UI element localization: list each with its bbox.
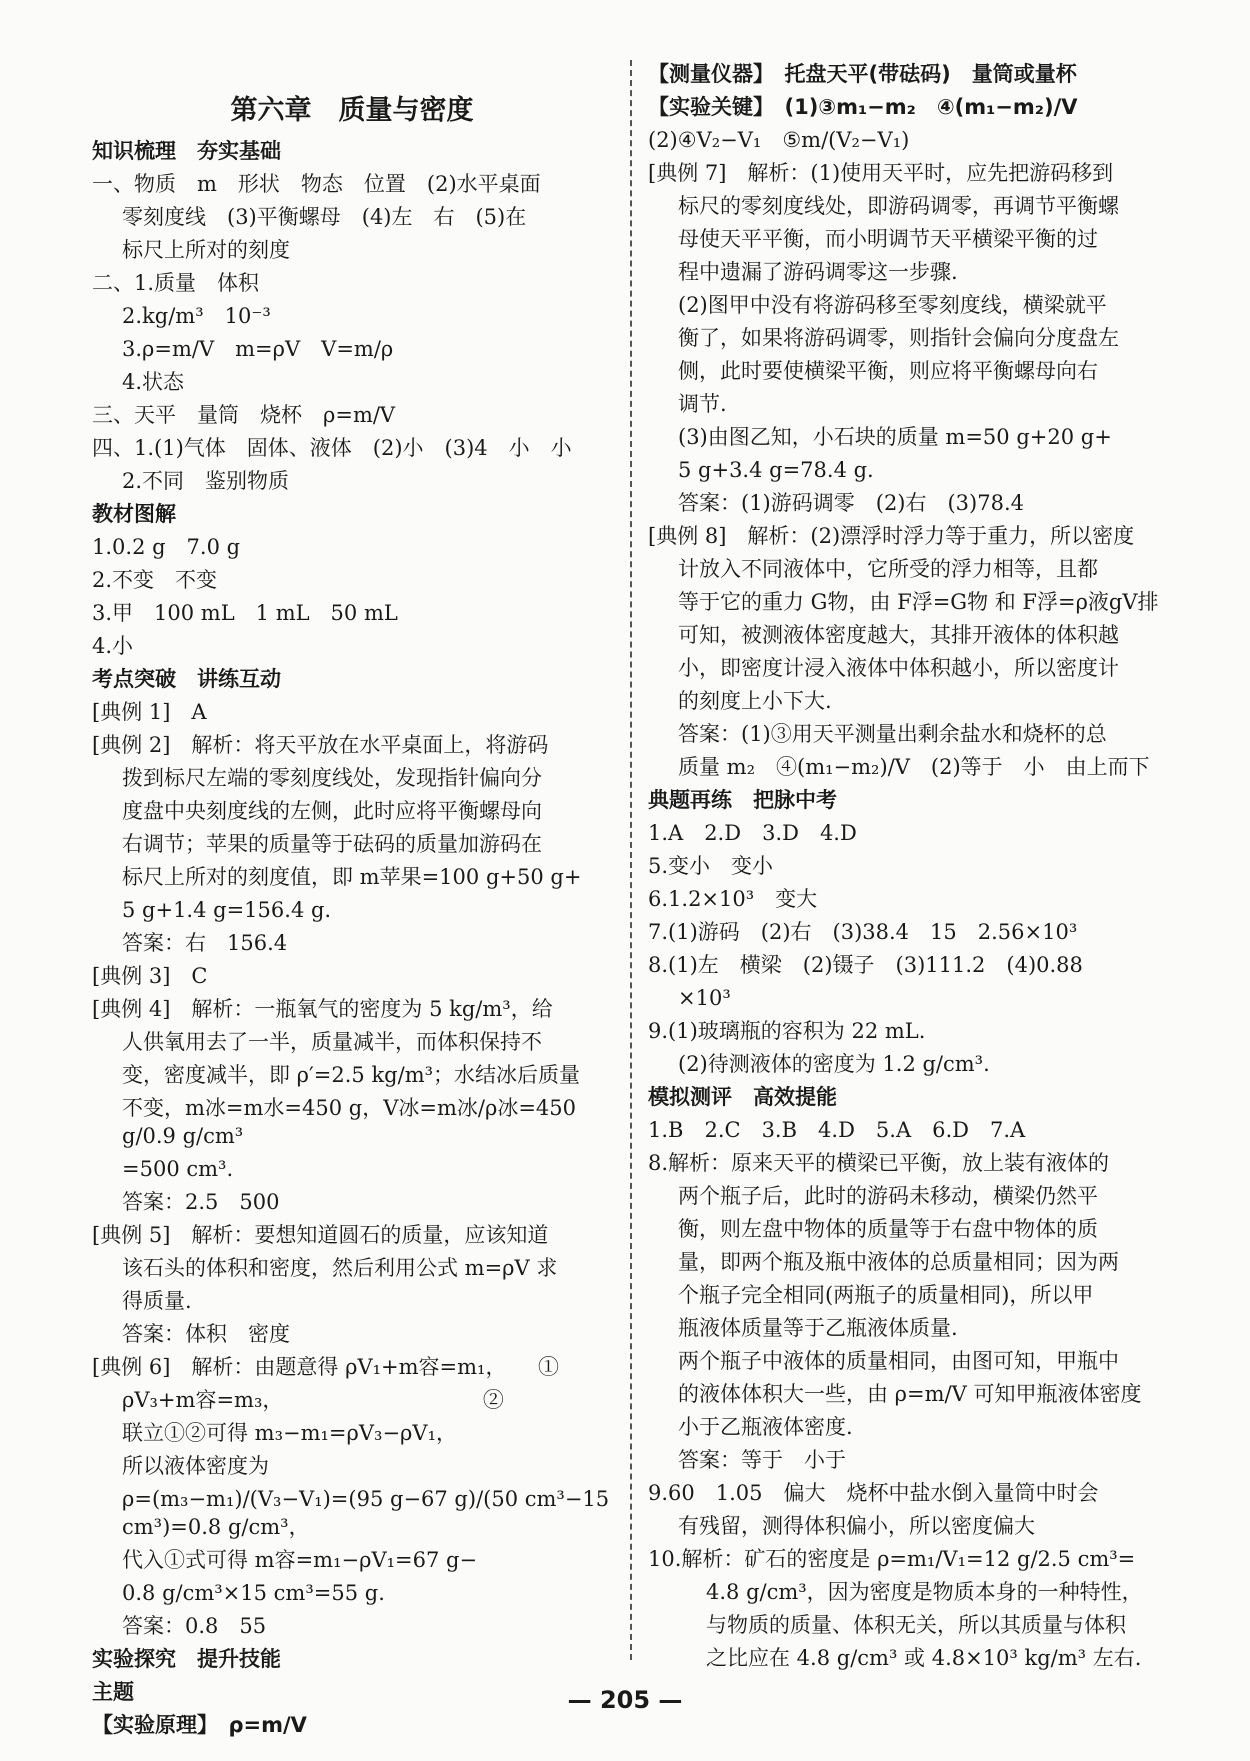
text-line: 4.小 bbox=[92, 634, 134, 658]
left-lines bbox=[92, 137, 616, 1739]
text-line: 5 g+3.4 g=78.4 g. bbox=[678, 458, 874, 482]
text-line: 【实验原理】 ρ=m/V bbox=[92, 1713, 307, 1737]
text-line: 小，即密度计浸入液体中体积越小，所以密度计 bbox=[678, 656, 1119, 680]
text-line: 之比应在 4.8 g/cm³ 或 4.8×10³ kg/m³ 左右. bbox=[706, 1646, 1142, 1670]
text-line: 调节. bbox=[678, 392, 727, 416]
section-heading: 考点突破 讲练互动 bbox=[92, 667, 281, 691]
left-column bbox=[92, 60, 616, 1744]
column-divider bbox=[630, 60, 632, 1660]
text-line: 三、天平 量筒 烧杯 ρ=m/V bbox=[92, 403, 396, 427]
text-line: ρV₃+m容=m₃， ② bbox=[122, 1388, 504, 1412]
text-line: [典例 4] 解析：一瓶氧气的密度为 5 kg/m³，给 bbox=[92, 997, 553, 1021]
text-line: 瓶液体质量等于乙瓶液体质量. bbox=[678, 1316, 958, 1340]
text-line: 计放入不同液体中，它所受的浮力相等，且都 bbox=[678, 557, 1098, 581]
text-line: [典例 2] 解析：将天平放在水平桌面上，将游码 bbox=[92, 733, 549, 757]
text-line: 联立①②可得 m₃−m₁=ρV₃−ρV₁， bbox=[122, 1421, 457, 1445]
right-column bbox=[648, 60, 1168, 1677]
text-line: 9.60 1.05 偏大 烧杯中盐水倒入量筒中时会 bbox=[648, 1481, 1099, 1505]
page-number: — 205 — bbox=[567, 1686, 683, 1714]
text-line: 拨到标尺左端的零刻度线处，发现指针偏向分 bbox=[122, 766, 542, 790]
text-line: 衡了，如果将游码调零，则指针会偏向分度盘左 bbox=[678, 326, 1119, 350]
text-line: 3.甲 100 mL 1 mL 50 mL bbox=[92, 601, 398, 625]
text-line: 的液体体积大一些，由 ρ=m/V 可知甲瓶液体密度 bbox=[678, 1382, 1142, 1406]
text-line: 10.解析：矿石的密度是 ρ=m₁/V₁=12 g/2.5 cm³= bbox=[648, 1547, 1136, 1571]
text-line: 8.解析：原来天平的横梁已平衡，放上装有液体的 bbox=[648, 1151, 1110, 1175]
text-line: [典例 1] A bbox=[92, 700, 207, 724]
text-line: 该石头的体积和密度，然后利用公式 m=ρV 求 bbox=[122, 1256, 558, 1280]
text-line: (3)由图乙知，小石块的质量 m=50 g+20 g+ bbox=[678, 425, 1112, 449]
right-lines bbox=[648, 60, 1168, 1672]
text-line: 0.8 g/cm³×15 cm³=55 g. bbox=[122, 1581, 385, 1605]
text-line: 2.不同 鉴别物质 bbox=[122, 469, 290, 493]
section-heading: 模拟测评 高效提能 bbox=[648, 1085, 837, 1109]
text-line: 2.不变 不变 bbox=[92, 568, 218, 592]
text-line: 标尺的零刻度线处，即游码调零，再调节平衡螺 bbox=[678, 194, 1119, 218]
text-line: 4.状态 bbox=[122, 370, 185, 394]
text-line: 不变，m冰=m水=450 g，V冰=m冰/ρ冰=450 g/0.9 g/cm³ bbox=[122, 1096, 583, 1148]
text-line: 两个瓶子后，此时的游码未移动，横梁仍然平 bbox=[678, 1184, 1098, 1208]
text-line: 变，密度减半，即 ρ′=2.5 kg/m³；水结冰后质量 bbox=[122, 1063, 581, 1087]
text-line: [典例 8] 解析：(2)漂浮时浮力等于重力，所以密度 bbox=[648, 524, 1135, 548]
text-line: (2)④V₂−V₁ ⑤m/(V₂−V₁) bbox=[648, 128, 910, 152]
text-line: 答案：0.8 55 bbox=[122, 1614, 267, 1638]
text-line: 程中遗漏了游码调零这一步骤. bbox=[678, 260, 958, 284]
text-line: 的刻度上小下大. bbox=[678, 689, 832, 713]
text-line: 与物质的质量、体积无关，所以其质量与体积 bbox=[706, 1613, 1126, 1637]
text-line: 答案：(1)游码调零 (2)右 (3)78.4 bbox=[678, 491, 1024, 515]
text-line: 1.0.2 g 7.0 g bbox=[92, 535, 241, 559]
text-line: 答案：2.5 500 bbox=[122, 1190, 280, 1214]
text-line: 5 g+1.4 g=156.4 g. bbox=[122, 898, 332, 922]
text-line: =500 cm³. bbox=[122, 1157, 234, 1181]
text-line: 答案：右 156.4 bbox=[122, 931, 288, 955]
text-line: [典例 7] 解析：(1)使用天平时，应先把游码移到 bbox=[648, 161, 1114, 185]
section-heading: 知识梳理 夯实基础 bbox=[92, 139, 281, 163]
chapter-title: 第六章 质量与密度 bbox=[230, 95, 474, 126]
text-line: 二、1.质量 体积 bbox=[92, 271, 260, 295]
text-line: 度盘中央刻度线的左侧，此时应将平衡螺母向 bbox=[122, 799, 542, 823]
text-line: 右调节；苹果的质量等于砝码的质量加游码在 bbox=[122, 832, 542, 856]
text-line: 代入①式可得 m容=m₁−ρV₁=67 g− bbox=[122, 1548, 478, 1572]
text-line: [典例 5] 解析：要想知道圆石的质量，应该知道 bbox=[92, 1223, 549, 1247]
text-line: 有残留，测得体积偏小，所以密度偏大 bbox=[678, 1514, 1035, 1538]
text-line: ×10³ bbox=[678, 986, 731, 1010]
text-line: 两个瓶子中液体的质量相同，由图可知，甲瓶中 bbox=[678, 1349, 1119, 1373]
text-line: 答案：等于 小于 bbox=[678, 1448, 846, 1472]
text-line: (2)图甲中没有将游码移至零刻度线，横梁就平 bbox=[678, 293, 1107, 317]
text-line: 5.变小 变小 bbox=[648, 854, 774, 878]
text-line: [典例 6] 解析：由题意得 ρV₁+m容=m₁， ① bbox=[92, 1355, 559, 1379]
text-line: 答案：体积 密度 bbox=[122, 1322, 290, 1346]
text-line: 母使天平平衡，而小明调节天平横梁平衡的过 bbox=[678, 227, 1098, 251]
text-line: 小于乙瓶液体密度. bbox=[678, 1415, 853, 1439]
text-line: 1.B 2.C 3.B 4.D 5.A 6.D 7.A bbox=[648, 1118, 1026, 1142]
text-line: 标尺上所对的刻度值，即 m苹果=100 g+50 g+ bbox=[122, 865, 582, 889]
text-line: 零刻度线 (3)平衡螺母 (4)左 右 (5)在 bbox=[122, 205, 527, 229]
text-line: [典例 3] C bbox=[92, 964, 208, 988]
text-line: 量，即两个瓶及瓶中液体的总质量相同；因为两 bbox=[678, 1250, 1119, 1274]
section-heading: 实验探究 提升技能 bbox=[92, 1647, 281, 1671]
text-line: 可知，被测液体密度越大，其排开液体的体积越 bbox=[678, 623, 1119, 647]
text-line: 人供氧用去了一半，质量减半，而体积保持不 bbox=[122, 1030, 542, 1054]
text-line: 9.(1)玻璃瓶的容积为 22 mL. bbox=[648, 1019, 926, 1043]
text-line: 4.8 g/cm³，因为密度是物质本身的一种特性， bbox=[706, 1580, 1143, 1604]
text-line: 3.ρ=m/V m=ρV V=m/ρ bbox=[122, 337, 394, 361]
text-line: 得质量. bbox=[122, 1289, 192, 1313]
section-heading: 教材图解 bbox=[92, 502, 176, 526]
text-line: 【实验关键】 (1)③m₁−m₂ ④(m₁−m₂)/V bbox=[648, 95, 1078, 119]
text-line: 四、1.(1)气体 固体、液体 (2)小 (3)4 小 小 bbox=[92, 436, 572, 460]
text-line: 衡，则左盘中物体的质量等于右盘中物体的质 bbox=[678, 1217, 1098, 1241]
text-line: 8.(1)左 横梁 (2)镊子 (3)111.2 (4)0.88 bbox=[648, 953, 1083, 977]
text-line: 2.kg/m³ 10⁻³ bbox=[122, 304, 271, 328]
text-line: 质量 m₂ ④(m₁−m₂)/V (2)等于 小 由上而下 bbox=[678, 755, 1150, 779]
text-line: 一、物质 m 形状 物态 位置 (2)水平桌面 bbox=[92, 172, 541, 196]
section-heading: 主题 bbox=[92, 1680, 134, 1704]
text-line: 所以液体密度为 bbox=[122, 1454, 269, 1478]
section-heading: 典题再练 把脉中考 bbox=[648, 788, 837, 812]
text-line: 答案：(1)③用天平测量出剩余盐水和烧杯的总 bbox=[678, 722, 1107, 746]
text-line: 7.(1)游码 (2)右 (3)38.4 15 2.56×10³ bbox=[648, 920, 1078, 944]
text-line: 【测量仪器】 托盘天平(带砝码) 量筒或量杯 bbox=[648, 62, 1077, 86]
text-line: 1.A 2.D 3.D 4.D bbox=[648, 821, 857, 845]
text-line: 6.1.2×10³ 变大 bbox=[648, 887, 818, 911]
text-line: 等于它的重力 G物，由 F浮=G物 和 F浮=ρ液gV排 bbox=[678, 590, 1159, 614]
text-line: ρ=(m₃−m₁)/(V₃−V₁)=(95 g−67 g)/(50 cm³−15 cm³)=0.8 g/cm³， bbox=[122, 1487, 616, 1539]
text-line: (2)待测液体的密度为 1.2 g/cm³. bbox=[678, 1052, 990, 1076]
text-line: 个瓶子完全相同(两瓶子的质量相同)，所以甲 bbox=[678, 1283, 1094, 1307]
text-line: 侧，此时要使横梁平衡，则应将平衡螺母向右 bbox=[678, 359, 1098, 383]
text-line: 标尺上所对的刻度 bbox=[122, 238, 290, 262]
